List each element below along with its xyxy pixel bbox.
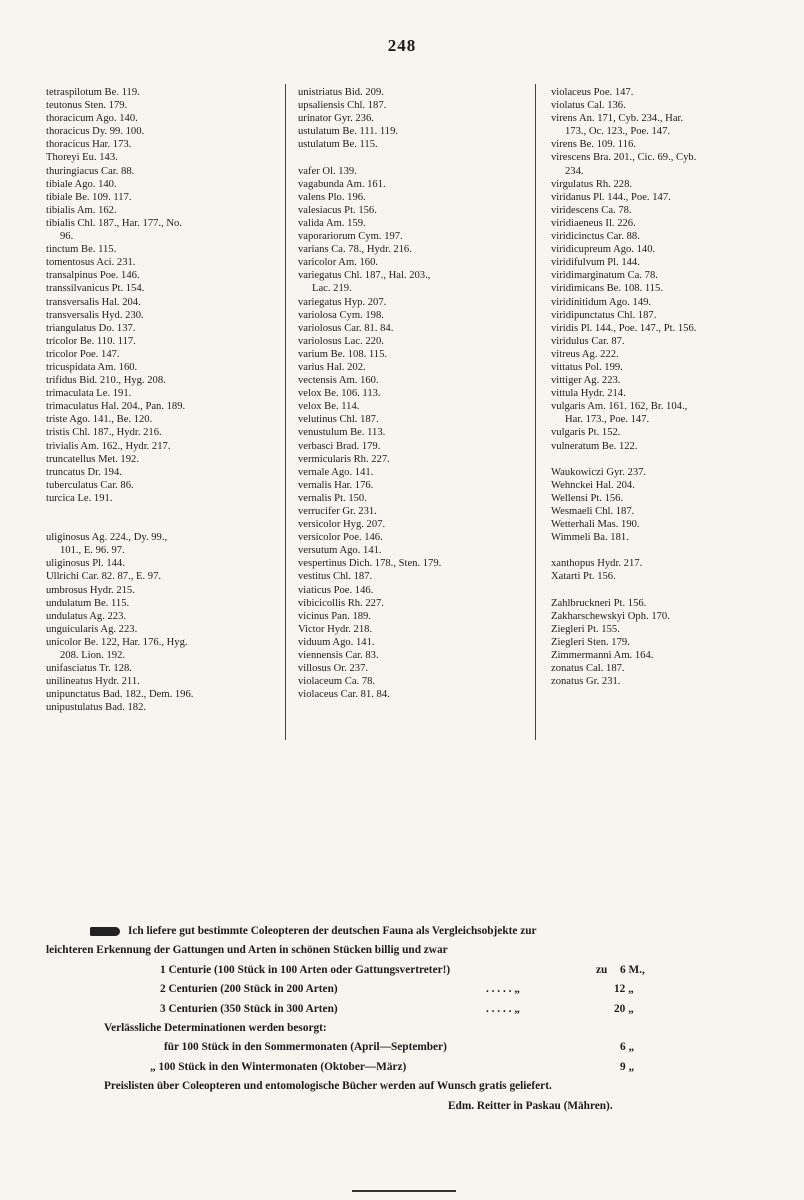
index-entry: Zakharschewskyi Oph. 170.	[551, 610, 670, 622]
column-divider	[285, 84, 286, 740]
index-entry: viridinitidum Ago. 149.	[551, 296, 652, 308]
offer-label: 3 Centurien (350 Stück in 300 Arten)	[160, 1002, 338, 1015]
index-entry: unipustulatus Bad. 182.	[46, 702, 147, 714]
index-entry: venustulum Be. 113.	[298, 427, 386, 439]
index-entry: trivialis Am. 162., Hydr. 217.	[46, 440, 171, 452]
index-entry: uliginosus Ag. 224., Dy. 99.,	[46, 532, 168, 544]
index-entry: vespertinus Dich. 178., Sten. 179.	[298, 558, 442, 570]
index-entry: viridipunctatus Chl. 187.	[551, 309, 657, 321]
ad-intro	[46, 922, 786, 941]
offer-dots: . . . . . „	[486, 1002, 520, 1015]
index-entry: Ziegleri Sten. 179.	[551, 636, 630, 648]
entry-spacer	[551, 453, 783, 466]
index-entry: violaceum Ca. 78.	[298, 676, 376, 688]
index-entry: thoracicus Dy. 99. 100.	[46, 126, 145, 138]
index-entry: upsaliensis Chl. 187.	[298, 100, 387, 112]
index-entry-continuation: Har. 173., Poe. 147.	[565, 414, 650, 426]
index-entry: vafer Ol. 139.	[298, 165, 357, 177]
page-number: 248	[387, 36, 417, 55]
entry-spacer	[551, 584, 783, 597]
index-entry: vicinus Pan. 189.	[298, 610, 371, 622]
index-entry: vagabunda Am. 161.	[298, 178, 386, 190]
index-entry: vulneratum Be. 122.	[551, 440, 638, 452]
index-entry: unilineatus Hydr. 211.	[46, 676, 140, 688]
index-entry: truncatellus Met. 192.	[46, 453, 139, 465]
index-entry: variolosa Cym. 198.	[298, 309, 384, 321]
index-entry: Ziegleri Pt. 155.	[551, 623, 620, 635]
index-entry: Zimmermanni Am. 164.	[551, 650, 654, 662]
index-entry: villosus Or. 237.	[298, 663, 369, 675]
index-entry: valida Am. 159.	[298, 217, 366, 229]
index-entry: umbrosus Hydr. 215.	[46, 584, 135, 596]
index-entry: variolosus Car. 81. 84.	[298, 322, 394, 334]
index-entry: xanthopus Hydr. 217.	[551, 558, 643, 570]
index-entry: tuberculatus Car. 86.	[46, 479, 134, 491]
offer-row	[46, 961, 786, 980]
index-entry: truncatus Dr. 194.	[46, 466, 122, 478]
index-entry: undulatus Ag. 223.	[46, 610, 127, 622]
index-entry: transalpinus Poe. 146.	[46, 270, 140, 282]
index-entry: viridis Pl. 144., Poe. 147., Pt. 156.	[551, 322, 697, 334]
offer-price: 6 M.,	[620, 963, 645, 976]
index-entry: vermicularis Rh. 227.	[298, 453, 390, 465]
index-entry: velox Be. 114.	[298, 401, 360, 413]
index-entry: vulgaris Am. 161. 162, Br. 104.,	[551, 401, 688, 413]
index-entry: viennensis Car. 83.	[298, 650, 379, 662]
index-entry: uliginosus Pl. 144.	[46, 558, 125, 570]
advertisement	[46, 922, 786, 1116]
index-entry: vernalis Har. 176.	[298, 479, 374, 491]
index-entry: viaticus Poe. 146.	[298, 584, 374, 596]
index-entry: tibialis Am. 162.	[46, 204, 117, 216]
determination-row	[46, 1038, 786, 1057]
index-entry: teutonus Sten. 179.	[46, 100, 128, 112]
index-entry: valesiacus Pt. 156.	[298, 204, 377, 216]
index-entry: varius Hal. 202.	[298, 361, 366, 373]
index-entry-continuation: 173., Oc. 123., Poe. 147.	[565, 126, 671, 138]
determination-price: 6 „	[620, 1041, 635, 1054]
index-entry: virescens Bra. 201., Cic. 69., Cyb.	[551, 152, 697, 164]
index-entry: velox Be. 106. 113.	[298, 388, 381, 400]
index-entry: trimaculata Le. 191.	[46, 388, 132, 400]
index-entry: triste Ago. 141., Be. 120.	[46, 414, 153, 426]
index-entry: triangulatus Do. 137.	[46, 322, 136, 334]
index-entry: zonatus Cal. 187.	[551, 663, 625, 675]
index-entry: trimaculatus Hal. 204., Pan. 189.	[46, 401, 186, 413]
index-entry: vibicicollis Rh. 227.	[298, 597, 384, 609]
index-entry: Xatarti Pt. 156.	[551, 571, 616, 583]
offer-label: 2 Centurien (200 Stück in 200 Arten)	[160, 983, 338, 996]
index-entry: vittatus Pol. 199.	[551, 361, 623, 373]
index-entry: viridulus Car. 87.	[551, 335, 625, 347]
index-column-3	[551, 86, 783, 688]
index-entry: vectensis Am. 160.	[298, 375, 379, 387]
index-entry: vestitus Chl. 187.	[298, 571, 373, 583]
offer-price: 20 „	[614, 1002, 634, 1015]
index-entry: transsilvanicus Pt. 154.	[46, 283, 145, 295]
index-entry: tristis Chl. 187., Hydr. 216.	[46, 427, 162, 439]
index-entry: tomentosus Aci. 231.	[46, 257, 136, 269]
determination-row	[46, 1058, 786, 1077]
index-entry: Wetterhali Mas. 190.	[551, 519, 640, 531]
index-entry: viridimicans Be. 108. 115.	[551, 283, 664, 295]
index-entry: virgulatus Rh. 228.	[551, 178, 633, 190]
index-entry: variegatus Hyp. 207.	[298, 296, 387, 308]
price-list-note: Preislisten über Coleopteren und entomologische Bücher werden auf Wunsch gratis geliefert.	[104, 1080, 552, 1093]
index-entry-continuation: 96.	[60, 231, 74, 243]
index-entry: unistriatus Bid. 209.	[298, 87, 384, 98]
index-entry: tinctum Be. 115.	[46, 244, 117, 256]
index-entry: unicolor Be. 122, Har. 176., Hyg.	[46, 636, 188, 648]
entry-spacer	[46, 505, 274, 518]
determination-heading: Verlässliche Determinationen werden besorgt:	[104, 1021, 327, 1034]
index-entry: Victor Hydr. 218.	[298, 623, 373, 635]
index-entry: viridimarginatum Ca. 78.	[551, 270, 658, 282]
offer-price: 12 „	[614, 983, 634, 996]
index-entry-continuation: 208. Lion. 192.	[60, 650, 126, 662]
index-entry: virens Be. 109. 116.	[551, 139, 636, 151]
index-entry: verrucifer Gr. 231.	[298, 506, 377, 517]
index-entry: unguicularis Ag. 223.	[46, 623, 138, 635]
index-entry: unifasciatus Tr. 128.	[46, 663, 132, 675]
index-entry: viridiaeneus Il. 226.	[551, 217, 636, 229]
index-entry: vernale Ago. 141.	[298, 466, 374, 478]
determination-label: für 100 Stück in den Sommermonaten (April—September)	[164, 1041, 447, 1054]
index-entry: transversalis Hal. 204.	[46, 296, 141, 308]
index-entry: tibiale Be. 109. 117.	[46, 191, 132, 203]
offer-row	[46, 980, 786, 999]
offer-label: 1 Centurie (100 Stück in 100 Arten oder Gattungsvertreter!)	[160, 963, 451, 976]
index-entry: viridescens Ca. 78.	[551, 204, 632, 216]
index-entry: ustulatum Be. 115.	[298, 139, 378, 151]
index-entry: violatus Cal. 136.	[551, 100, 626, 112]
signature: Edm. Reitter in Paskau (Mähren).	[448, 1099, 613, 1112]
index-entry: vulgaris Pt. 152.	[551, 427, 621, 439]
footer-rule	[352, 1190, 456, 1192]
index-entry: unipunctatus Bad. 182., Dem. 196.	[46, 689, 194, 701]
index-entry: ustulatum Be. 111. 119.	[298, 126, 399, 138]
index-entry: viridanus Pl. 144., Poe. 147.	[551, 191, 671, 203]
entry-spacer	[46, 518, 274, 531]
index-entry: versutum Ago. 141.	[298, 545, 382, 557]
index-entry: transversalis Hyd. 230.	[46, 309, 144, 321]
index-entry: variegatus Chl. 187., Hal. 203.,	[298, 270, 431, 282]
index-entry: thuringiacus Car. 88.	[46, 165, 135, 177]
index-entry: Ullrichi Car. 82. 87., E. 97.	[46, 571, 162, 583]
index-entry: Wehnckei Hal. 204.	[551, 479, 635, 491]
ad-intro-line1: Ich liefere gut bestimmte Coleopteren der deutschen Fauna als Vergleichsobjekte zur	[128, 925, 537, 937]
index-entry: undulatum Be. 115.	[46, 597, 130, 609]
index-entry: varicolor Am. 160.	[298, 257, 379, 269]
index-entry-continuation: 234.	[565, 165, 584, 177]
index-entry: vernalis Pt. 150.	[298, 492, 367, 504]
index-entry: tricuspidata Am. 160.	[46, 361, 138, 373]
index-entry: versicolor Poe. 146.	[298, 532, 383, 544]
pointing-hand-icon	[90, 927, 120, 936]
ad-intro-line2: leichteren Erkennung der Gattungen und Arten in schönen Stücken billig und zwar	[46, 944, 448, 957]
index-entry: virens An. 171, Cyb. 234., Har.	[551, 113, 684, 125]
index-entry: zonatus Gr. 231.	[551, 676, 621, 688]
index-entry: viridifulvum Pl. 144.	[551, 257, 640, 269]
index-column-1	[46, 86, 274, 715]
index-entry: velutinus Chl. 187.	[298, 414, 379, 426]
index-entry: viridicinctus Car. 88.	[551, 231, 640, 243]
index-entry: varium Be. 108. 115.	[298, 348, 388, 360]
index-entry-continuation: Lac. 219.	[312, 283, 352, 295]
index-entry: turcica Le. 191.	[46, 492, 113, 504]
signature-row	[46, 1097, 786, 1116]
index-entry: violaceus Car. 81. 84.	[298, 689, 390, 701]
entry-spacer	[298, 151, 526, 164]
index-entry: verbasci Brad. 179.	[298, 440, 381, 452]
index-entry: tetraspilotum Be. 119.	[46, 87, 140, 98]
offer-dots: zu	[596, 963, 608, 976]
offer-row	[46, 1000, 786, 1019]
index-entry: Wellensi Pt. 156.	[551, 492, 624, 504]
index-entry: variolosus Lac. 220.	[298, 335, 384, 347]
index-entry: vittiger Ag. 223.	[551, 375, 621, 387]
index-entry: vittula Hydr. 214.	[551, 388, 626, 400]
index-entry: vitreus Ag. 222.	[551, 348, 619, 360]
index-entry: Wesmaeli Chl. 187.	[551, 506, 635, 517]
index-entry: viduum Ago. 141.	[298, 636, 375, 648]
index-entry: vaporariorum Cym. 197.	[298, 231, 403, 243]
column-divider	[535, 84, 536, 740]
determination-label: „ 100 Stück in den Wintermonaten (Oktober—März)	[150, 1060, 407, 1073]
index-entry: varians Ca. 78., Hydr. 216.	[298, 244, 412, 256]
index-entry: tricolor Poe. 147.	[46, 348, 120, 360]
index-entry: violaceus Poe. 147.	[551, 87, 634, 98]
index-entry: valens Plo. 196.	[298, 191, 366, 203]
index-entry: thoracicum Ago. 140.	[46, 113, 138, 125]
index-entry: trifidus Bid. 210., Hyg. 208.	[46, 375, 166, 387]
determination-price: 9 „	[620, 1060, 635, 1073]
index-entry: urinator Gyr. 236.	[298, 113, 374, 125]
index-entry: Wimmeli Ba. 181.	[551, 532, 629, 544]
index-entry: Waukowiczi Gyr. 237.	[551, 466, 647, 478]
index-column-2	[298, 86, 526, 701]
index-entry: Zahlbruckneri Pt. 156.	[551, 597, 647, 609]
index-entry: versicolor Hyg. 207.	[298, 519, 386, 531]
index-entry: tibialis Chl. 187., Har. 177., No.	[46, 217, 182, 229]
index-entry: tricolor Be. 110. 117.	[46, 335, 136, 347]
index-entry: viridicupreum Ago. 140.	[551, 244, 656, 256]
entry-spacer	[551, 544, 783, 557]
offer-dots: . . . . . „	[486, 983, 520, 996]
index-entry-continuation: 101., E. 96. 97.	[60, 545, 125, 557]
index-entry: tibiale Ago. 140.	[46, 178, 117, 190]
price-list-row	[46, 1077, 786, 1096]
determination-heading-row	[46, 1019, 786, 1038]
index-entry: Thoreyi Eu. 143.	[46, 152, 118, 164]
index-entry: thoracicus Har. 173.	[46, 139, 132, 151]
